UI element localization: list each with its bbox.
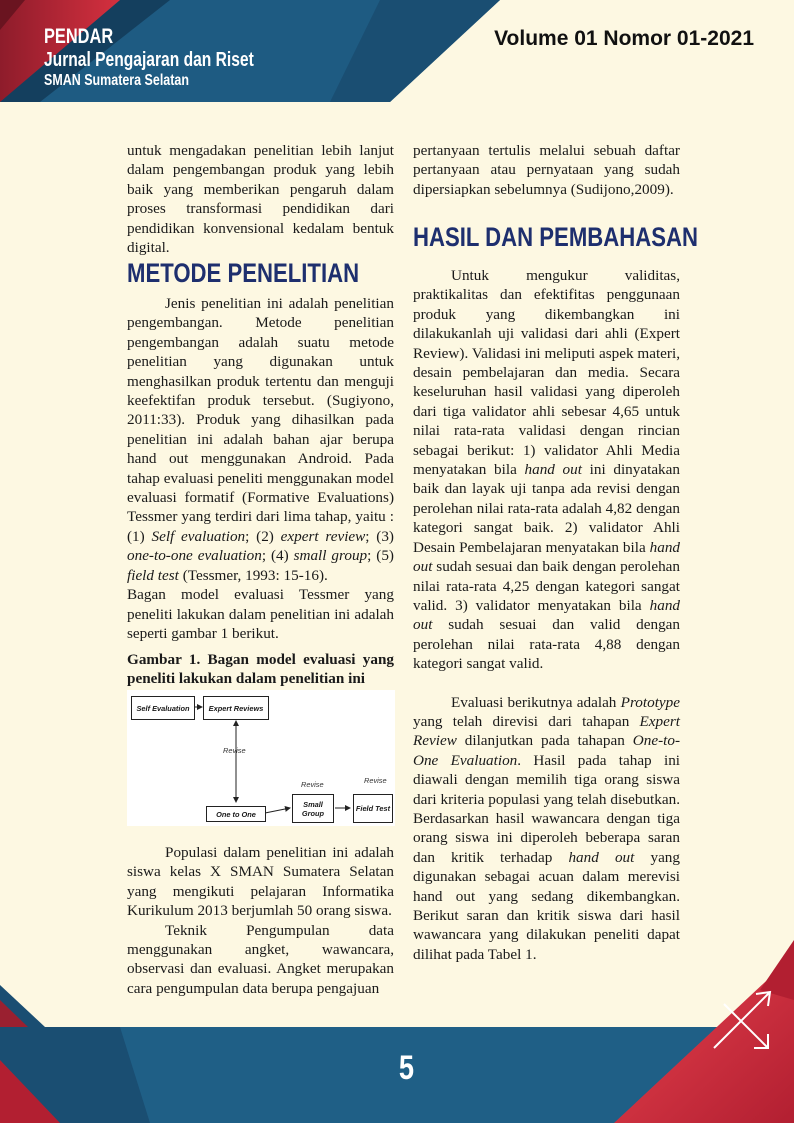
hasil-paragraph-1: Untuk mengukur validitas, praktikalitas dan efektifitas penggunaan produk yang dikembangkan ini dilakukanlah uji validasi dari ahli (Expert Review). Validasi ini meliputi aspek materi, desain pembelajaran dan media. Secara keseluruhan hasil validasi yang diperoleh dari tiga validator ahli sebesar 4,65 untuk nilai rata-rata validasi dengan rincian sebagai berikut: 1) validator Ahli Media menyatakan bila hand out ini dinyatakan baik dan layak uji tanpa ada revisi dengan perolehan nilai rata-rata adalah 4,82 dengan kategori sangat baik. 2) validator Ahli Desain Pembelajaran menyatakan bila hand out sudah sesuai dan baik dengan perolehan nilai rata-rata 4,25 dengan kategori sangat valid. 3) validator menyatakan bila hand out sudah sesuai dan valid dengan perolehan nilai rata-rata 4,88 dengan kategori sangat valid. <box>413 267 680 673</box>
journal-name <box>44 26 313 89</box>
revise-label-3: Revise <box>364 776 387 785</box>
metode-body <box>127 294 394 643</box>
populasi-paragraph: Populasi dalam penelitian ini adalah siswa kelas X SMAN Sumatera Selatan yang mengikuti pelajaran Informatika Kurikulum 2013 berjumlah 50 orang siswa. <box>127 844 394 920</box>
section-heading-hasil: HASIL DAN PEMBAHASAN <box>413 222 698 252</box>
metode-paragraph-2: Bagan model evaluasi Tessmer yang peneliti lakukan dalam penelitian ini adalah seperti gambar 1 berikut. <box>127 586 394 642</box>
field-test-box: Field Test <box>353 794 393 823</box>
left-bottom-body <box>127 843 394 998</box>
right-intro-paragraph: pertanyaan tertulis melalui sebuah daftar pertanyaan atau pernyataan yang sudah dipersiapkan sebelumnya (Sudijono,2009). <box>413 142 680 198</box>
journal-title: PENDAR <box>44 25 114 48</box>
section-heading-metode: METODE PENELITIAN <box>127 258 360 288</box>
volume-label: Volume 01 Nomor 01-2021 <box>494 27 754 50</box>
left-column <box>127 141 394 257</box>
figure-caption: Gambar 1. Bagan model evaluasi yang peneliti lakukan dalam penelitian ini <box>127 651 394 688</box>
right-column <box>413 141 680 199</box>
tessmer-diagram <box>127 690 395 826</box>
self-evaluation-box: Self Evaluation <box>131 696 195 720</box>
left-intro-paragraph: untuk mengadakan penelitian lebih lanjut dalam pengembangan produk yang lebih baik yang memberikan pengaruh dalam proses transformasi pendidikan dari pendidikan konvensional kedalam bentuk digital. <box>127 142 394 257</box>
one-to-one-box: One to One <box>206 806 266 822</box>
journal-subtitle: Jurnal Pengajaran dan Riset <box>44 49 254 71</box>
hasil-paragraph-2: Evaluasi berikutnya adalah Prototype yang telah direvisi dari tahapan Expert Review dilanjutkan pada tahapan One-to-One Evaluation. Hasil pada tahap ini diawali dengan memilih tiga orang siswa dari kriteria populasi yang telah disebutkan. Berdasarkan hasil wawancara dengan tiga orang siswa ini diperoleh beberapa saran dan kritik terhadap hand out yang digunakan sebagai acuan dalam merevisi hand out yang sedang dikembangkan. Berikut saran dan kritik siswa dari hasil wawancara yang dilakukan peneliti dapat dilihat pada Tabel 1. <box>413 693 681 963</box>
page-number: 5 <box>398 1049 415 1087</box>
revise-label-2: Revise <box>301 780 324 789</box>
expert-reviews-box: Expert Reviews <box>203 696 269 720</box>
metode-paragraph-1: Jenis penelitian ini adalah penelitian pengembangan. Metode penelitian pengembangan adalah suatu metode penelitian yang digunakan untuk menghasilkan produk tertentu dan menguji keefektifan produk tersebut. (Sugiyono, 2011:33). Produk yang dihasilkan pada penelitian ini adalah bahan ajar berupa hand out menggunakan Android. Pada tahap evaluasi peneliti menggunakan model evaluasi formatif (Formative Evaluations) Tessmer yang terdiri dari lima tahap, yaitu : (1) Self evaluation; (2) expert review; (3) one-to-one evaluation; (4) small group; (5) field test (Tessmer, 1993: 15-16). <box>127 295 394 584</box>
revise-label-1: Revise <box>223 746 246 755</box>
hasil-body <box>413 266 680 964</box>
teknik-paragraph: Teknik Pengumpulan data menggunakan angket, wawancara, observasi dan evaluasi. Angket merupakan cara pengumpulan data berupa pengajuan <box>127 921 394 997</box>
small-group-box: Small Group <box>292 794 334 823</box>
journal-institution: SMAN Sumatera Selatan <box>44 72 189 89</box>
